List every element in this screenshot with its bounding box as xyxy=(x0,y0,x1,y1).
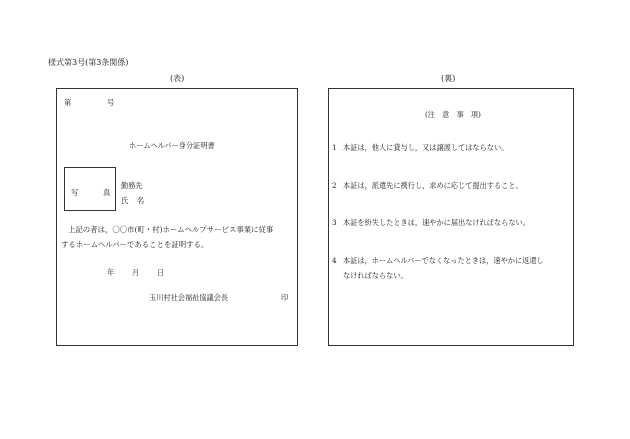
date-year-label: 年 xyxy=(107,268,115,277)
photo-box xyxy=(64,167,116,211)
form-number: 様式第3号(第3条関係) xyxy=(48,58,129,67)
note-3-number: 3 xyxy=(332,218,337,227)
name-label-1: 氏 xyxy=(121,196,129,205)
number-prefix: 第 xyxy=(64,98,72,107)
note-2-number: 2 xyxy=(332,181,337,190)
note-1-number: 1 xyxy=(332,143,337,152)
seal-mark: 印 xyxy=(281,293,289,302)
note-3-text: 本証を紛失したときは，速やかに届出なければならない。 xyxy=(343,218,530,227)
notes-heading: (注 意 事 項) xyxy=(425,110,481,119)
workplace-label: 勤務先 xyxy=(121,181,143,190)
front-panel xyxy=(56,88,298,346)
document-title: ホームヘルパー身分証明書 xyxy=(129,141,215,150)
note-1-text: 本証は，他人に貸与し，又は譲渡してはならない。 xyxy=(343,143,509,152)
back-panel xyxy=(328,88,574,346)
note-4-number: 4 xyxy=(332,256,337,265)
name-label-2: 名 xyxy=(137,196,145,205)
note-2-text: 本証は，派遣先に携行し，求めに応じて提出すること。 xyxy=(343,181,523,190)
number-suffix: 号 xyxy=(107,98,115,107)
date-month-label: 月 xyxy=(132,268,140,277)
back-side-label: (裏) xyxy=(441,74,456,83)
date-day-label: 日 xyxy=(157,268,165,277)
photo-label-1: 写 xyxy=(71,188,79,197)
certification-text-line-2: するホームヘルパーであることを証明する。 xyxy=(61,240,209,249)
issuer-name: 玉川村社会福祉協議会長 xyxy=(149,293,229,302)
photo-label-2: 真 xyxy=(103,188,111,197)
front-side-label: (表) xyxy=(170,74,185,83)
note-4-text-line-2: なければならない。 xyxy=(343,271,408,280)
certification-text-line-1: 上記の者は，〇〇市(町・村)ホームヘルプサービス事業に従事 xyxy=(68,225,274,234)
note-4-text-line-1: 本証は，ホームヘルパーでなくなったときは，速やかに返還し xyxy=(343,256,544,265)
